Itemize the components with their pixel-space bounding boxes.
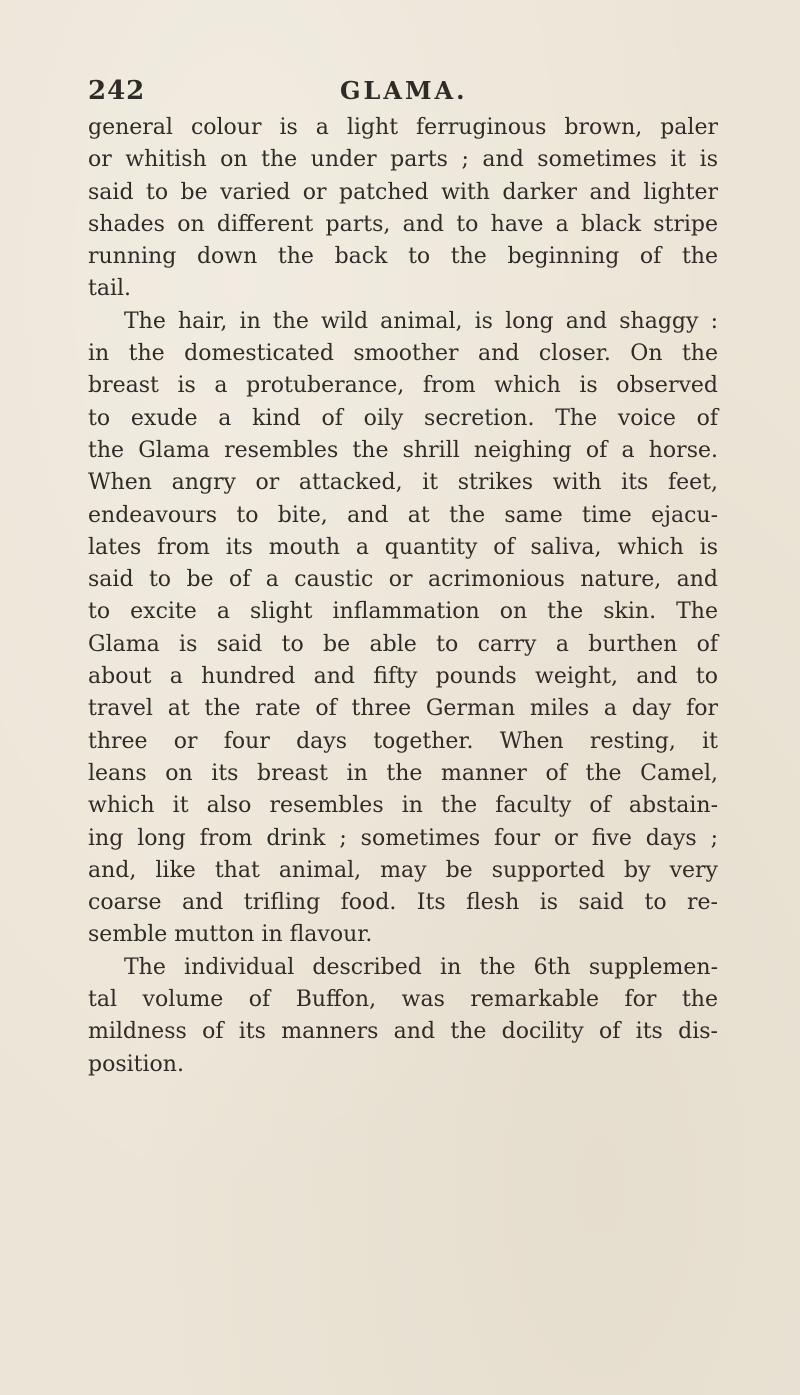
text-line: endeavours to bite, and at the same time ejacu-	[88, 502, 718, 528]
text-line: general colour is a light ferruginous brown, paler	[88, 115, 718, 140]
text-line: coarse and trifling food. Its flesh is said to re-	[88, 890, 718, 916]
text-line: lates from its mouth a quantity of saliva, which is	[88, 534, 718, 560]
body-text	[88, 112, 718, 1081]
text-line: breast is a protuberance, from which is observed	[88, 373, 718, 399]
text-line: Glama is said to be able to carry a burthen of	[88, 631, 718, 657]
text-line: When angry or attacked, it strikes with its feet,	[88, 470, 718, 496]
text-line: position.	[88, 1051, 184, 1077]
text-line: about a hundred and fifty pounds weight, and to	[88, 664, 718, 690]
running-title: GLAMA.	[340, 76, 468, 105]
text-line: the Glama resembles the shrill neighing of a horse.	[88, 437, 718, 463]
running-head	[88, 76, 718, 116]
text-line: said to be of a caustic or acrimonious nature, and	[88, 567, 718, 593]
text-line: tal volume of Buffon, was remarkable for the	[88, 987, 718, 1013]
text-line: to exude a kind of oily secretion. The voice of	[88, 405, 718, 431]
text-line: tail.	[88, 276, 132, 302]
text-line: The individual described in the 6th supplemen-	[124, 954, 718, 980]
text-line: semble mutton in flavour.	[88, 922, 373, 948]
text-line: running down the back to the beginning of the	[88, 244, 718, 270]
paragraph-3	[88, 952, 718, 1081]
text-line: travel at the rate of three German miles a day for	[88, 696, 718, 722]
text-line: leans on its breast in the manner of the Camel,	[88, 760, 718, 786]
text-line: said to be varied or patched with darker and lighter	[88, 179, 718, 205]
page-number: 242	[88, 76, 146, 106]
paragraph-1	[88, 112, 718, 306]
text-line: which it also resembles in the faculty of abstain-	[88, 793, 718, 819]
text-line: shades on different parts, and to have a black stripe	[88, 211, 718, 237]
paragraph-2	[88, 306, 718, 952]
text-line: in the domesticated smoother and closer. On the	[88, 341, 718, 367]
text-line: to excite a slight inflammation on the skin. The	[88, 599, 718, 625]
text-line: ing long from drink ; sometimes four or five days ;	[88, 825, 718, 851]
text-line: The hair, in the wild animal, is long and shaggy :	[124, 308, 718, 334]
text-line: mildness of its manners and the docility of its dis-	[88, 1019, 718, 1045]
text-line: three or four days together. When resting, it	[88, 728, 718, 754]
text-line: and, like that animal, may be supported by very	[88, 857, 718, 883]
text-line: or whitish on the under parts ; and sometimes it is	[88, 147, 718, 173]
